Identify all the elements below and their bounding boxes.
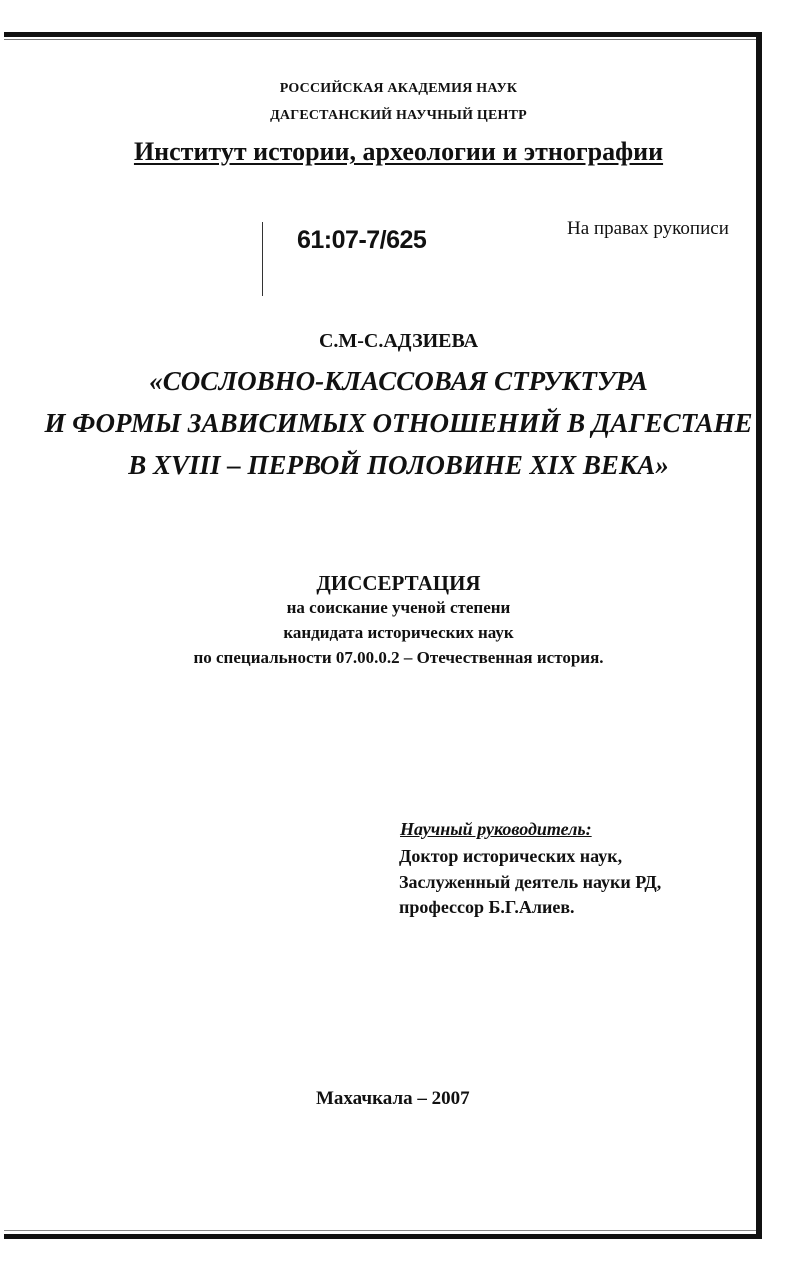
research-center-name: ДАГЕСТАНСКИЙ НАУЧНЫЙ ЦЕНТР	[270, 108, 527, 123]
title-line-3: В XVIII – ПЕРВОЙ ПОЛОВИНЕ XIX ВЕКА»	[128, 450, 669, 480]
author-name: С.М-С.АДЗИЕВА	[318, 330, 479, 352]
institute-name: Институт истории, археологии и этнографии	[133, 137, 664, 166]
manuscript-note: На правах рукописи	[567, 218, 729, 239]
supervisor-label: Научный руководитель:	[400, 819, 592, 839]
frame-bottom-border	[4, 1234, 762, 1239]
title-line-2: И ФОРМЫ ЗАВИСИМЫХ ОТНОШЕНИЙ В ДАГЕСТАНЕ	[44, 408, 753, 438]
title-line-1: «СОСЛОВНО-КЛАССОВАЯ СТРУКТУРА	[149, 366, 648, 396]
frame-top-border	[4, 32, 761, 37]
academy-name: РОССИЙСКАЯ АКАДЕМИЯ НАУК	[279, 81, 518, 96]
frame-bottom-border-thin	[4, 1230, 756, 1231]
thesis-type: ДИССЕРТАЦИЯ	[316, 571, 481, 595]
supervisor-line-2: Заслуженный деятель науки РД,	[399, 872, 662, 892]
stamp-divider	[262, 222, 263, 296]
catalog-number: 61:07-7/625	[297, 226, 427, 254]
thesis-line-3: по специальности 07.00.0.2 – Отечественная история.	[193, 648, 604, 667]
supervisor-line-3: профессор Б.Г.Алиев.	[399, 897, 575, 917]
thesis-line-2: кандидата исторических наук	[283, 623, 514, 642]
frame-top-border-thin	[4, 39, 756, 40]
supervisor-line-1: Доктор исторических наук,	[399, 846, 623, 866]
place-and-year: Махачкала – 2007	[316, 1088, 470, 1109]
thesis-line-1: на соискание ученой степени	[286, 598, 511, 617]
